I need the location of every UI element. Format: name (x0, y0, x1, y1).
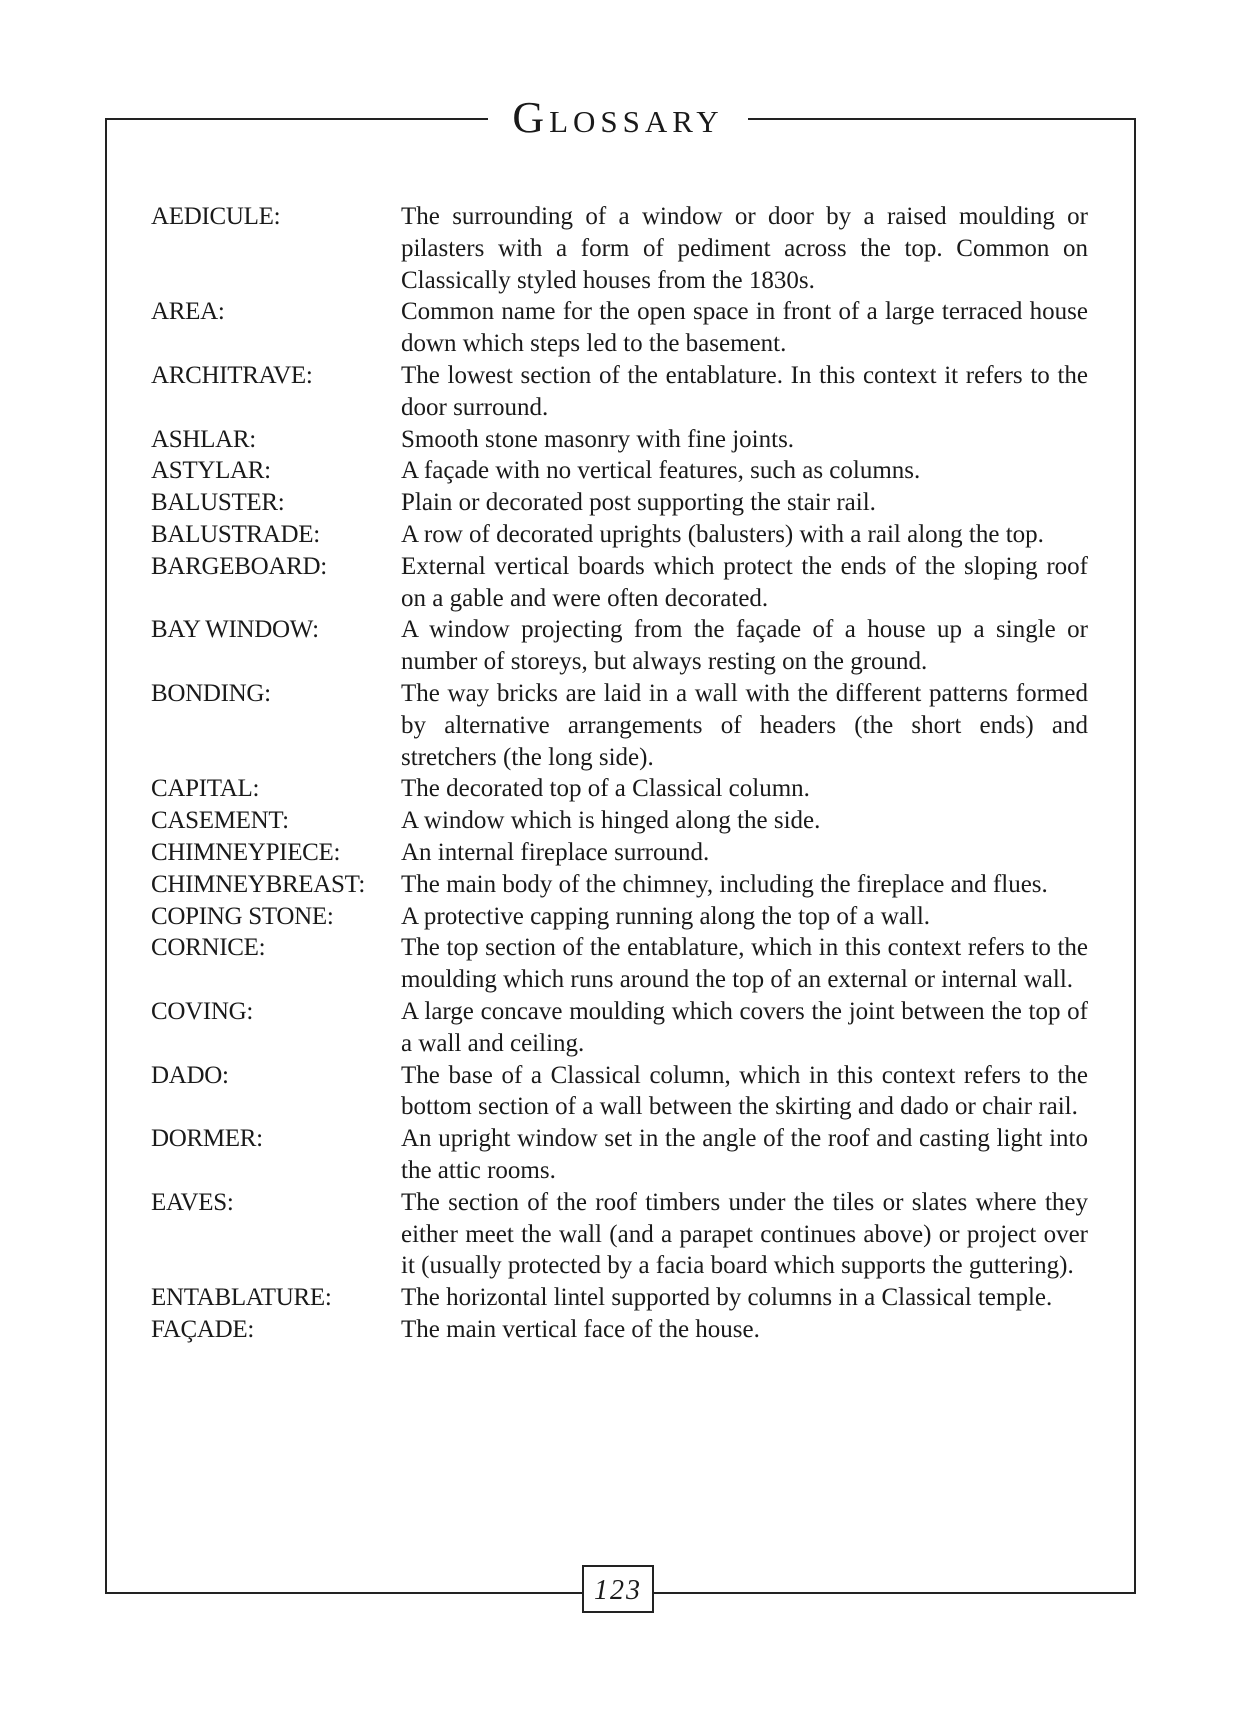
glossary-term: BARGEBOARD: (151, 552, 327, 580)
glossary-entry (151, 901, 1088, 933)
glossary-list (151, 201, 1088, 1346)
page-number: 123 (582, 1565, 654, 1613)
glossary-term: EAVES: (151, 1188, 234, 1216)
glossary-definition: A façade with no vertical features, such as columns. (401, 457, 921, 485)
glossary-definition: A window projecting from the façade of a house up a single or number of storeys, but always resting on the ground. (401, 616, 1088, 676)
glossary-term: FAÇADE: (151, 1315, 255, 1343)
glossary-definition: External vertical boards which protect the ends of the sloping roof on a gable and were often decorated. (401, 552, 1088, 612)
glossary-definition: The surrounding of a window or door by a raised moulding or pilasters with a form of pediment across the top. Common on Classically styled houses from the 1830s. (401, 203, 1088, 294)
glossary-term: COVING: (151, 997, 254, 1025)
glossary-entry (151, 201, 1088, 296)
glossary-definition: The top section of the entablature, which in this context refers to the moulding which runs around the top of an external or internal wall. (401, 934, 1088, 994)
glossary-entry (151, 837, 1088, 869)
glossary-term: DORMER: (151, 1125, 263, 1153)
glossary-entry (151, 1187, 1088, 1282)
glossary-term: BALUSTRADE: (151, 520, 320, 548)
glossary-entry (151, 455, 1088, 487)
glossary-term: ASTYLAR: (151, 457, 271, 485)
glossary-definition: The main vertical face of the house. (401, 1315, 760, 1343)
glossary-definition: The base of a Classical column, which in this context refers to the bottom section of a wall between the skirting and dado or chair rail. (401, 1061, 1088, 1121)
glossary-term: DADO: (151, 1061, 229, 1089)
page-title: Glossary (488, 78, 747, 158)
glossary-entry (151, 360, 1088, 424)
glossary-entry (151, 519, 1088, 551)
glossary-entry (151, 678, 1088, 773)
glossary-definition: The horizontal lintel supported by columns in a Classical temple. (401, 1284, 1053, 1312)
glossary-term: COPING STONE: (151, 902, 334, 930)
glossary-term: BAY WINDOW: (151, 616, 319, 644)
glossary-term: CAPITAL: (151, 775, 260, 803)
glossary-entry (151, 296, 1088, 360)
glossary-term: CHIMNEYPIECE: (151, 838, 341, 866)
glossary-term: ARCHITRAVE: (151, 361, 313, 389)
glossary-definition: A protective capping running along the top of a wall. (401, 902, 931, 930)
glossary-definition: Plain or decorated post supporting the stair rail. (401, 489, 876, 517)
glossary-definition: A row of decorated uprights (balusters) with a rail along the top. (401, 520, 1044, 548)
glossary-definition: The lowest section of the entablature. In this context it refers to the door surround. (401, 361, 1088, 421)
glossary-term: AREA: (151, 298, 225, 326)
glossary-term: ASHLAR: (151, 425, 256, 453)
glossary-definition: The decorated top of a Classical column. (401, 775, 810, 803)
glossary-entry (151, 614, 1088, 678)
glossary-entry (151, 1314, 1088, 1346)
glossary-term: CASEMENT: (151, 807, 289, 835)
glossary-entry (151, 805, 1088, 837)
glossary-term: CORNICE: (151, 934, 266, 962)
glossary-term: CHIMNEYBREAST: (151, 870, 366, 898)
glossary-definition: The section of the roof timbers under the tiles or slates where they either meet the wall (and a parapet continues above) or project over it (usually protected by a facia board which supports the guttering). (401, 1188, 1088, 1280)
title-bar (0, 78, 1236, 158)
glossary-term: ENTABLATURE: (151, 1284, 332, 1312)
glossary-definition: An internal fireplace surround. (401, 838, 710, 866)
glossary-definition: A large concave moulding which covers the joint between the top of a wall and ceiling. (401, 997, 1088, 1057)
glossary-term: BONDING: (151, 679, 271, 707)
glossary-entry (151, 424, 1088, 456)
glossary-definition: An upright window set in the angle of the roof and casting light into the attic rooms. (401, 1125, 1088, 1184)
glossary-entry (151, 773, 1088, 805)
glossary-entry (151, 551, 1088, 615)
glossary-entry (151, 1123, 1088, 1187)
page-footer (0, 1565, 1236, 1613)
glossary-definition: Common name for the open space in front of a large terraced house down which steps led to the basement. (401, 298, 1088, 358)
glossary-definition: A window which is hinged along the side. (401, 807, 821, 835)
glossary-entry (151, 996, 1088, 1060)
glossary-definition: Smooth stone masonry with fine joints. (401, 425, 795, 453)
glossary-entry (151, 1282, 1088, 1314)
glossary-term: AEDICULE: (151, 203, 281, 230)
glossary-definition: The main body of the chimney, including the fireplace and flues. (401, 870, 1048, 898)
glossary-term: BALUSTER: (151, 489, 285, 517)
glossary-entry (151, 1060, 1088, 1124)
glossary-entry (151, 487, 1088, 519)
glossary-entry (151, 869, 1088, 901)
glossary-entry (151, 932, 1088, 996)
glossary-definition: The way bricks are laid in a wall with the different patterns formed by alternative arrangements of headers (the short ends) and stretchers (the long side). (401, 679, 1088, 771)
